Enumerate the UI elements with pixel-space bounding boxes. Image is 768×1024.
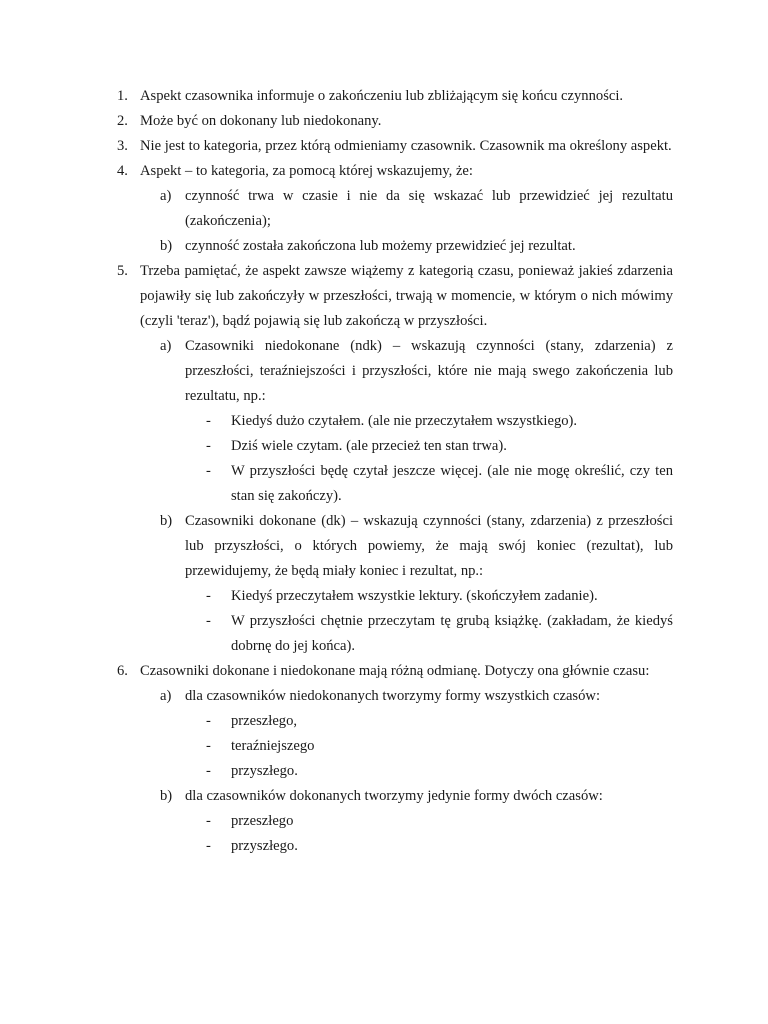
list-marker: 3.	[117, 138, 128, 154]
dash-marker: -	[206, 838, 211, 854]
list-text: przeszłego,	[231, 713, 298, 729]
sublist-item	[160, 234, 673, 259]
dash-marker: -	[206, 463, 211, 479]
list-text: czynność została zakończona lub możemy przewidzieć jej rezultat.	[185, 238, 576, 254]
list-item	[117, 109, 673, 134]
list-text: Nie jest to kategoria, przez którą odmieniamy czasownik. Czasownik ma określony aspekt.	[140, 138, 672, 154]
dash-marker: -	[206, 613, 211, 629]
list-item	[117, 84, 673, 109]
dash-item	[206, 434, 673, 459]
sublist-item	[160, 334, 673, 409]
list-text: W przyszłości chętnie przeczytam tę grubą książkę. (zakładam, że kiedyś dobrnę do jej końca).	[231, 613, 673, 654]
dash-item	[206, 734, 673, 759]
dash-marker: -	[206, 588, 211, 604]
list-text: Aspekt – to kategoria, za pomocą której wskazujemy, że:	[140, 163, 473, 179]
dash-item	[206, 409, 673, 434]
list-marker: 1.	[117, 88, 128, 104]
list-marker: b)	[160, 513, 173, 529]
list-item	[117, 134, 673, 159]
dash-item	[206, 709, 673, 734]
list-text: czynność trwa w czasie i nie da się wskazać lub przewidzieć jej rezultatu (zakończenia);	[185, 188, 673, 229]
dash-marker: -	[206, 713, 211, 729]
list-text: Dziś wiele czytam. (ale przecież ten stan trwa).	[231, 438, 507, 454]
list-text: Kiedyś dużo czytałem. (ale nie przeczytałem wszystkiego).	[231, 413, 578, 429]
list-text: dla czasowników niedokonanych tworzymy formy wszystkich czasów:	[185, 688, 601, 704]
list-text: Aspekt czasownika informuje o zakończeniu lub zbliżającym się końcu czynności.	[140, 88, 624, 104]
list-marker: b)	[160, 788, 173, 804]
dash-marker: -	[206, 438, 211, 454]
list-text: Kiedyś przeczytałem wszystkie lektury. (skończyłem zadanie).	[231, 588, 598, 604]
list-text: Trzeba pamiętać, że aspekt zawsze wiążemy z kategorią czasu, ponieważ jakieś zdarzenia pojawiły się lub zakończyły w przeszłości, trwają w momencie, w którym o nich mówimy (czyli 'teraz'), bądź pojawią się lub zakończą w przyszłości.	[140, 263, 673, 329]
dash-item	[206, 584, 673, 609]
list-marker: 6.	[117, 663, 128, 679]
dash-marker: -	[206, 413, 211, 429]
sublist-item	[160, 184, 673, 234]
list-text: Może być on dokonany lub niedokonany.	[140, 113, 382, 129]
list-marker: a)	[160, 338, 172, 354]
dash-item	[206, 609, 673, 659]
dash-item	[206, 759, 673, 784]
list-marker: 4.	[117, 163, 128, 179]
list-item	[117, 259, 673, 334]
list-marker: 5.	[117, 263, 128, 279]
list-item	[117, 659, 673, 684]
sublist-item	[160, 784, 673, 809]
list-text: teraźniejszego	[231, 738, 315, 754]
dash-marker: -	[206, 813, 211, 829]
list-text: W przyszłości będę czytał jeszcze więcej. (ale nie mogę określić, czy ten stan się zakończy).	[231, 463, 673, 504]
list-text: przeszłego	[231, 813, 294, 829]
sublist-item	[160, 509, 673, 584]
list-text: przyszłego.	[231, 763, 298, 779]
list-item	[117, 159, 673, 184]
list-text: przyszłego.	[231, 838, 298, 854]
sublist-item	[160, 684, 673, 709]
dash-item	[206, 834, 673, 859]
list-marker: b)	[160, 238, 173, 254]
document-page	[0, 84, 768, 859]
list-text: dla czasowników dokonanych tworzymy jedynie formy dwóch czasów:	[185, 788, 603, 804]
dash-marker: -	[206, 738, 211, 754]
list-text: Czasowniki dokonane i niedokonane mają różną odmianę. Dotyczy ona głównie czasu:	[140, 663, 650, 679]
list-text: Czasowniki dokonane (dk) – wskazują czynności (stany, zdarzenia) z przeszłości lub przyszłości, o których powiemy, że mają swój koniec (rezultat), lub przewidujemy, że będą miały koniec i rezultat, np.:	[185, 513, 673, 579]
dash-item	[206, 809, 673, 834]
dash-item	[206, 459, 673, 509]
list-text: Czasowniki niedokonane (ndk) – wskazują czynności (stany, zdarzenia) z przeszłości, teraźniejszości i przyszłości, które nie mają swego zakończenia lub rezultatu, np.:	[185, 338, 673, 404]
list-marker: a)	[160, 188, 172, 204]
list-marker: 2.	[117, 113, 128, 129]
dash-marker: -	[206, 763, 211, 779]
list-marker: a)	[160, 688, 172, 704]
